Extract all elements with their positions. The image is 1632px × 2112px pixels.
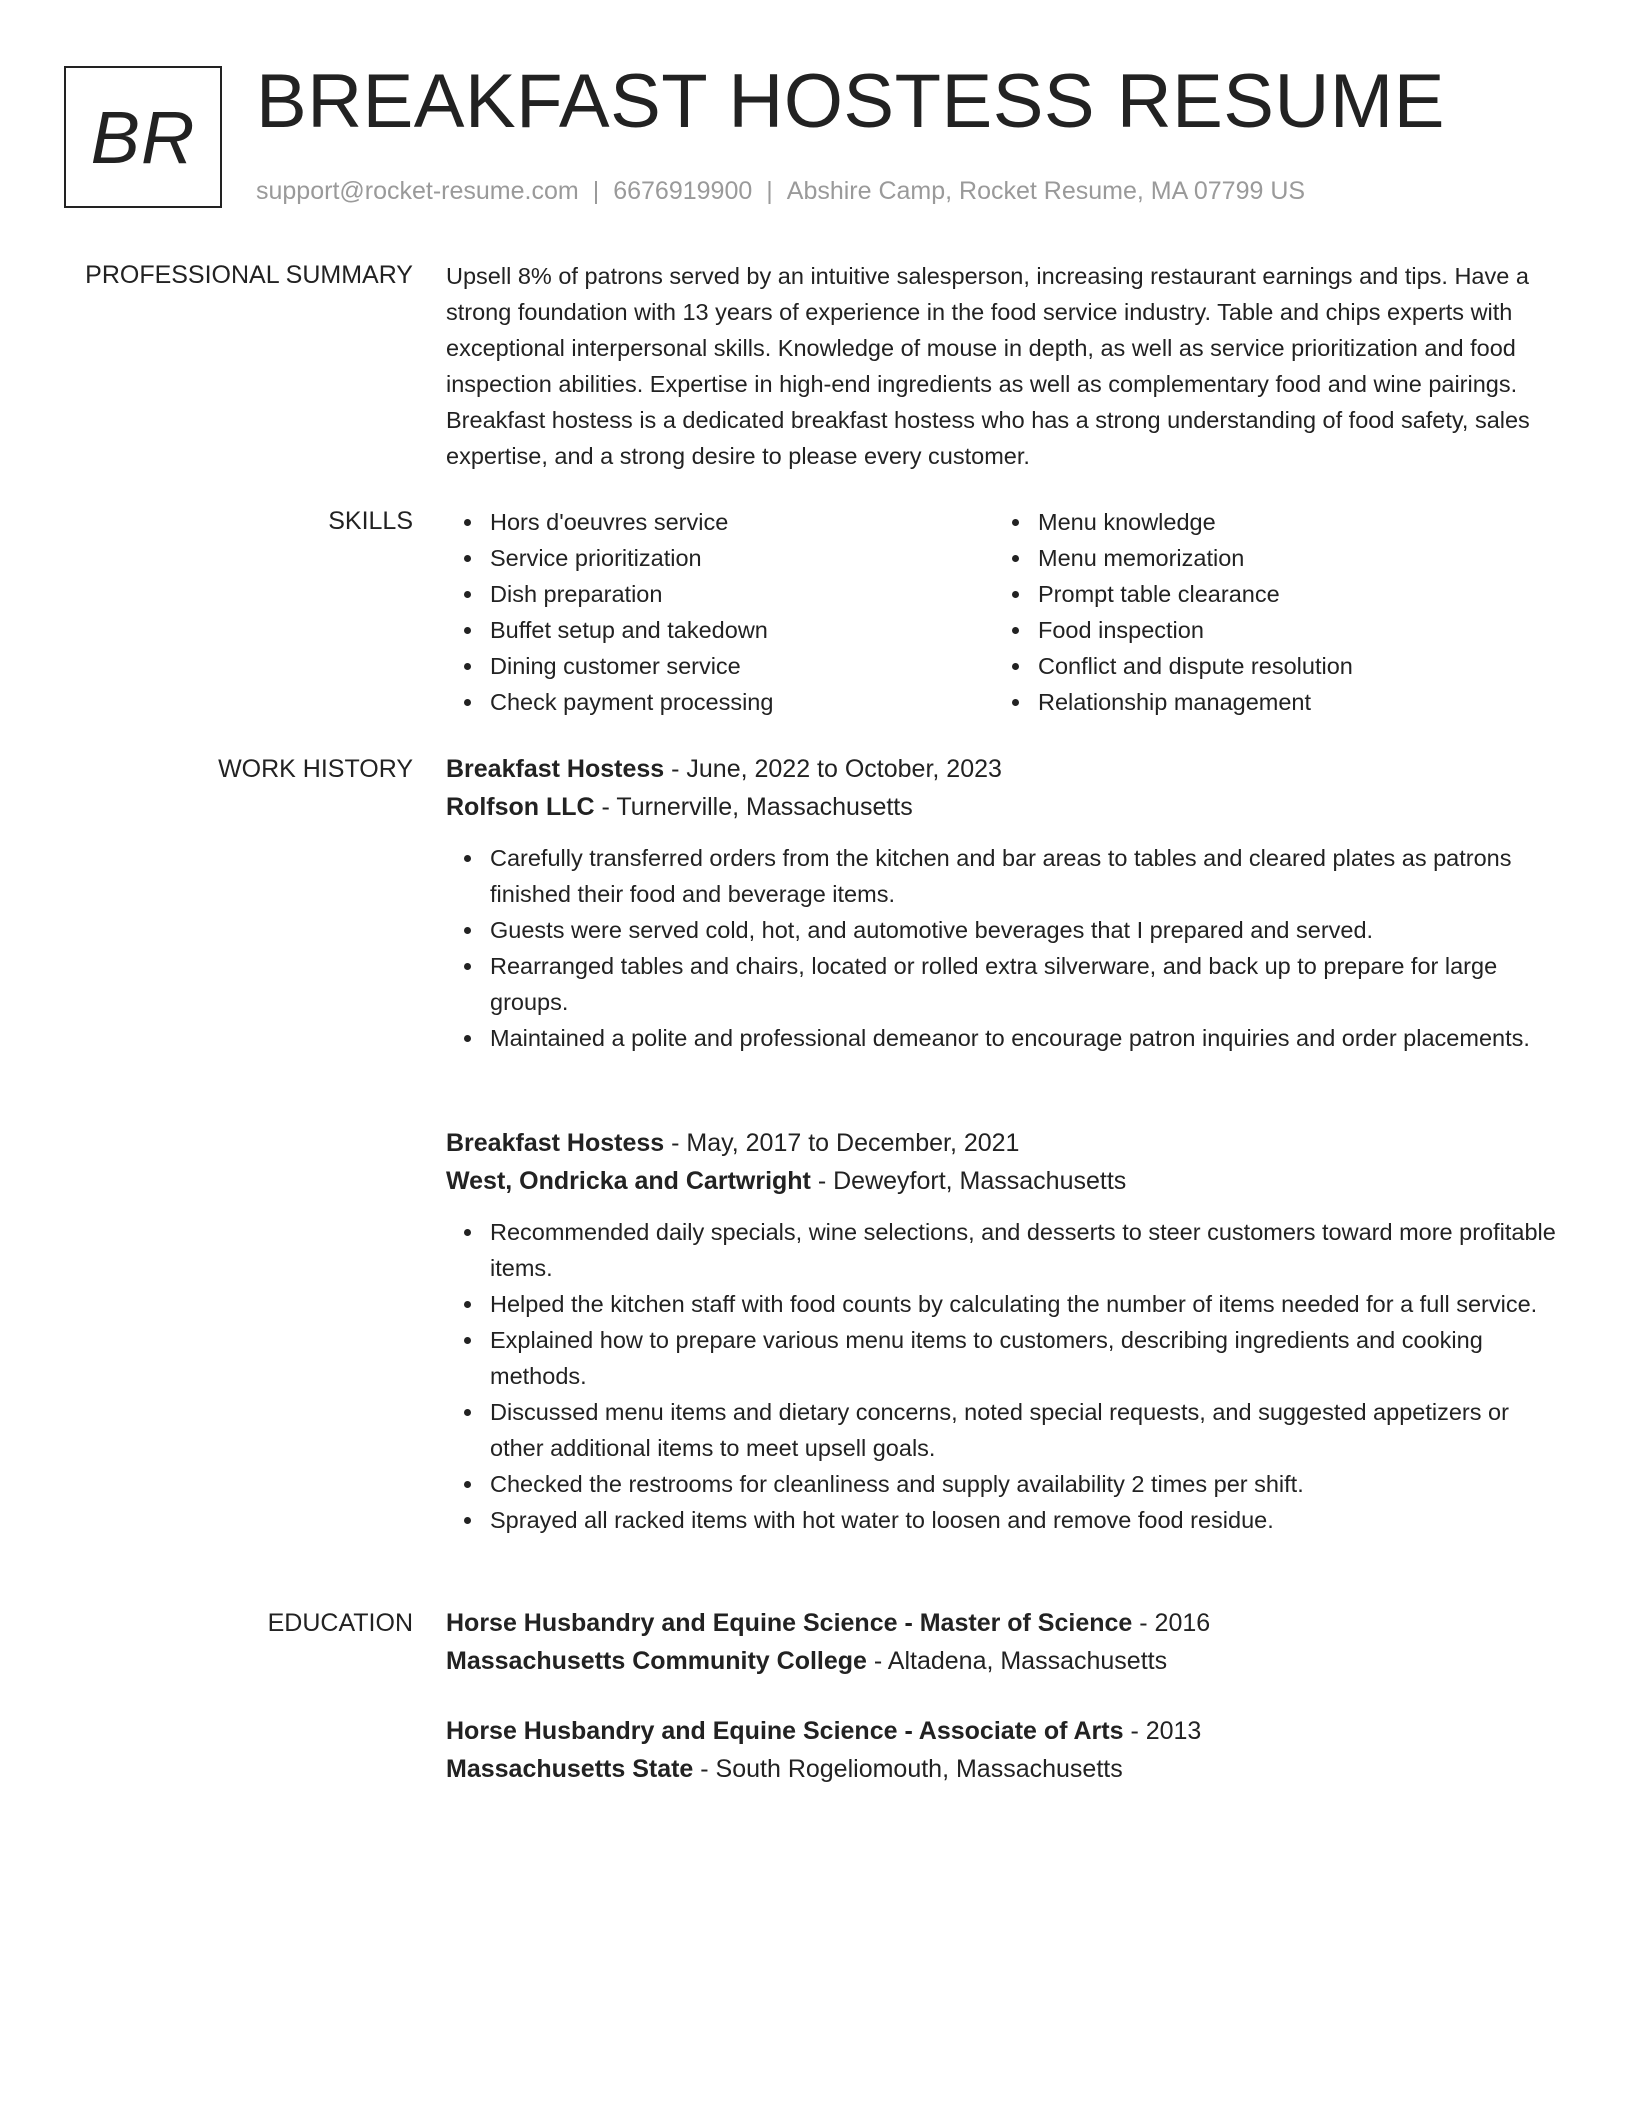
job-duty-item: Helped the kitchen staff with food counts by calculating the number of items needed for a full service.	[446, 1286, 1564, 1322]
education-degree-line	[446, 1712, 1564, 1750]
education-school: Massachusetts State	[446, 1755, 694, 1783]
job-company: West, Ondricka and Cartwright	[446, 1167, 811, 1195]
job-duty-item: Maintained a polite and professional demeanor to encourage patron inquiries and order placements.	[446, 1020, 1564, 1056]
job-location: - Deweyfort, Massachusetts	[810, 1167, 1127, 1195]
education-degree: Horse Husbandry and Equine Science - Master of Science	[446, 1609, 1133, 1637]
job-title: Breakfast Hostess	[446, 1129, 665, 1157]
education-entry	[446, 1712, 1564, 1788]
education-degree-line	[446, 1604, 1564, 1642]
skill-item: Dining customer service	[446, 648, 994, 684]
education-year: - 2016	[1132, 1609, 1211, 1637]
education-year: - 2013	[1123, 1717, 1202, 1745]
contact-email[interactable]: support@rocket-resume.com	[256, 177, 579, 205]
skill-item: Check payment processing	[446, 684, 994, 720]
job-duty-item: Sprayed all racked items with hot water to loosen and remove food residue.	[446, 1502, 1564, 1538]
skill-item: Conflict and dispute resolution	[994, 648, 1542, 684]
skills-column-left	[446, 504, 994, 720]
job-duty-item: Discussed menu items and dietary concerns, noted special requests, and suggested appetizers or other additional items to meet upsell goals.	[446, 1394, 1564, 1466]
job-duty-item: Rearranged tables and chairs, located or rolled extra silverware, and back up to prepare for large groups.	[446, 948, 1564, 1020]
job-dates: - June, 2022 to October, 2023	[664, 755, 1002, 783]
job-company: Rolfson LLC	[446, 793, 595, 821]
skill-item: Dish preparation	[446, 576, 994, 612]
education-location: - Altadena, Massachusetts	[866, 1647, 1168, 1675]
education-school-line	[446, 1750, 1564, 1788]
contact-address: Abshire Camp, Rocket Resume, MA 07799 US	[786, 177, 1306, 205]
skills-list	[446, 504, 1564, 720]
skill-item: Buffet setup and takedown	[446, 612, 994, 648]
job-location: - Turnerville, Massachusetts	[594, 793, 913, 821]
skill-item: Menu memorization	[994, 540, 1542, 576]
job-dates: - May, 2017 to December, 2021	[664, 1129, 1020, 1157]
job-duty-item: Checked the restrooms for cleanliness and supply availability 2 times per shift.	[446, 1466, 1564, 1502]
contact-phone[interactable]: 6676919900	[613, 177, 753, 205]
section-label-work-history: WORK HISTORY	[218, 755, 413, 783]
skill-item: Prompt table clearance	[994, 576, 1542, 612]
job-duties	[446, 1214, 1564, 1538]
resume-title: BREAKFAST HOSTESS RESUME	[256, 59, 1445, 144]
job-duty-item: Explained how to prepare various menu items to customers, describing ingredients and cooking methods.	[446, 1322, 1564, 1394]
job-title: Breakfast Hostess	[446, 755, 665, 783]
job-company-line	[446, 788, 1564, 826]
skill-item: Food inspection	[994, 612, 1542, 648]
skill-item: Menu knowledge	[994, 504, 1542, 540]
job-duty-item: Recommended daily specials, wine selections, and desserts to steer customers toward more profitable items.	[446, 1214, 1564, 1286]
job-title-line	[446, 1124, 1564, 1162]
section-label-education: EDUCATION	[267, 1609, 413, 1637]
section-label-summary: PROFESSIONAL SUMMARY	[85, 261, 413, 289]
job-duty-item: Carefully transferred orders from the kitchen and bar areas to tables and cleared plates as patrons finished their food and beverage items.	[446, 840, 1564, 912]
section-label-skills: SKILLS	[328, 507, 413, 535]
contact-separator: |	[766, 177, 773, 205]
job-duty-item: Guests were served cold, hot, and automotive beverages that I prepared and served.	[446, 912, 1564, 948]
job-entry	[446, 1124, 1564, 1538]
monogram-box	[64, 66, 222, 208]
education-school-line	[446, 1642, 1564, 1680]
contact-separator: |	[592, 177, 600, 205]
education-location: - South Rogeliomouth, Massachusetts	[693, 1755, 1123, 1783]
job-title-line	[446, 750, 1564, 788]
summary-text: Upsell 8% of patrons served by an intuitive salesperson, increasing restaurant earnings and tips. Have a strong foundation with 13 years of experience in the food service industry. Table and chips experts with exceptional interpersonal skills. Knowledge of mouse in depth, as well as service prioritization and food inspection abilities. Expertise in high-end ingredients as well as complementary food and wine pairings. Breakfast hostess is a dedicated breakfast hostess who has a strong understanding of food safety, sales expertise, and a strong desire to please every customer.	[446, 263, 1530, 469]
job-entry	[446, 750, 1564, 1056]
education-entry	[446, 1604, 1564, 1680]
skill-item: Service prioritization	[446, 540, 994, 576]
skills-column-right	[994, 504, 1542, 720]
skill-item: Relationship management	[994, 684, 1542, 720]
education-school: Massachusetts Community College	[446, 1647, 867, 1675]
skill-item: Hors d'oeuvres service	[446, 504, 994, 540]
job-duties	[446, 840, 1564, 1056]
monogram-initials: BR	[90, 95, 196, 179]
contact-line	[256, 174, 1305, 208]
job-company-line	[446, 1162, 1564, 1200]
education-degree: Horse Husbandry and Equine Science - Associate of Arts	[446, 1717, 1124, 1745]
